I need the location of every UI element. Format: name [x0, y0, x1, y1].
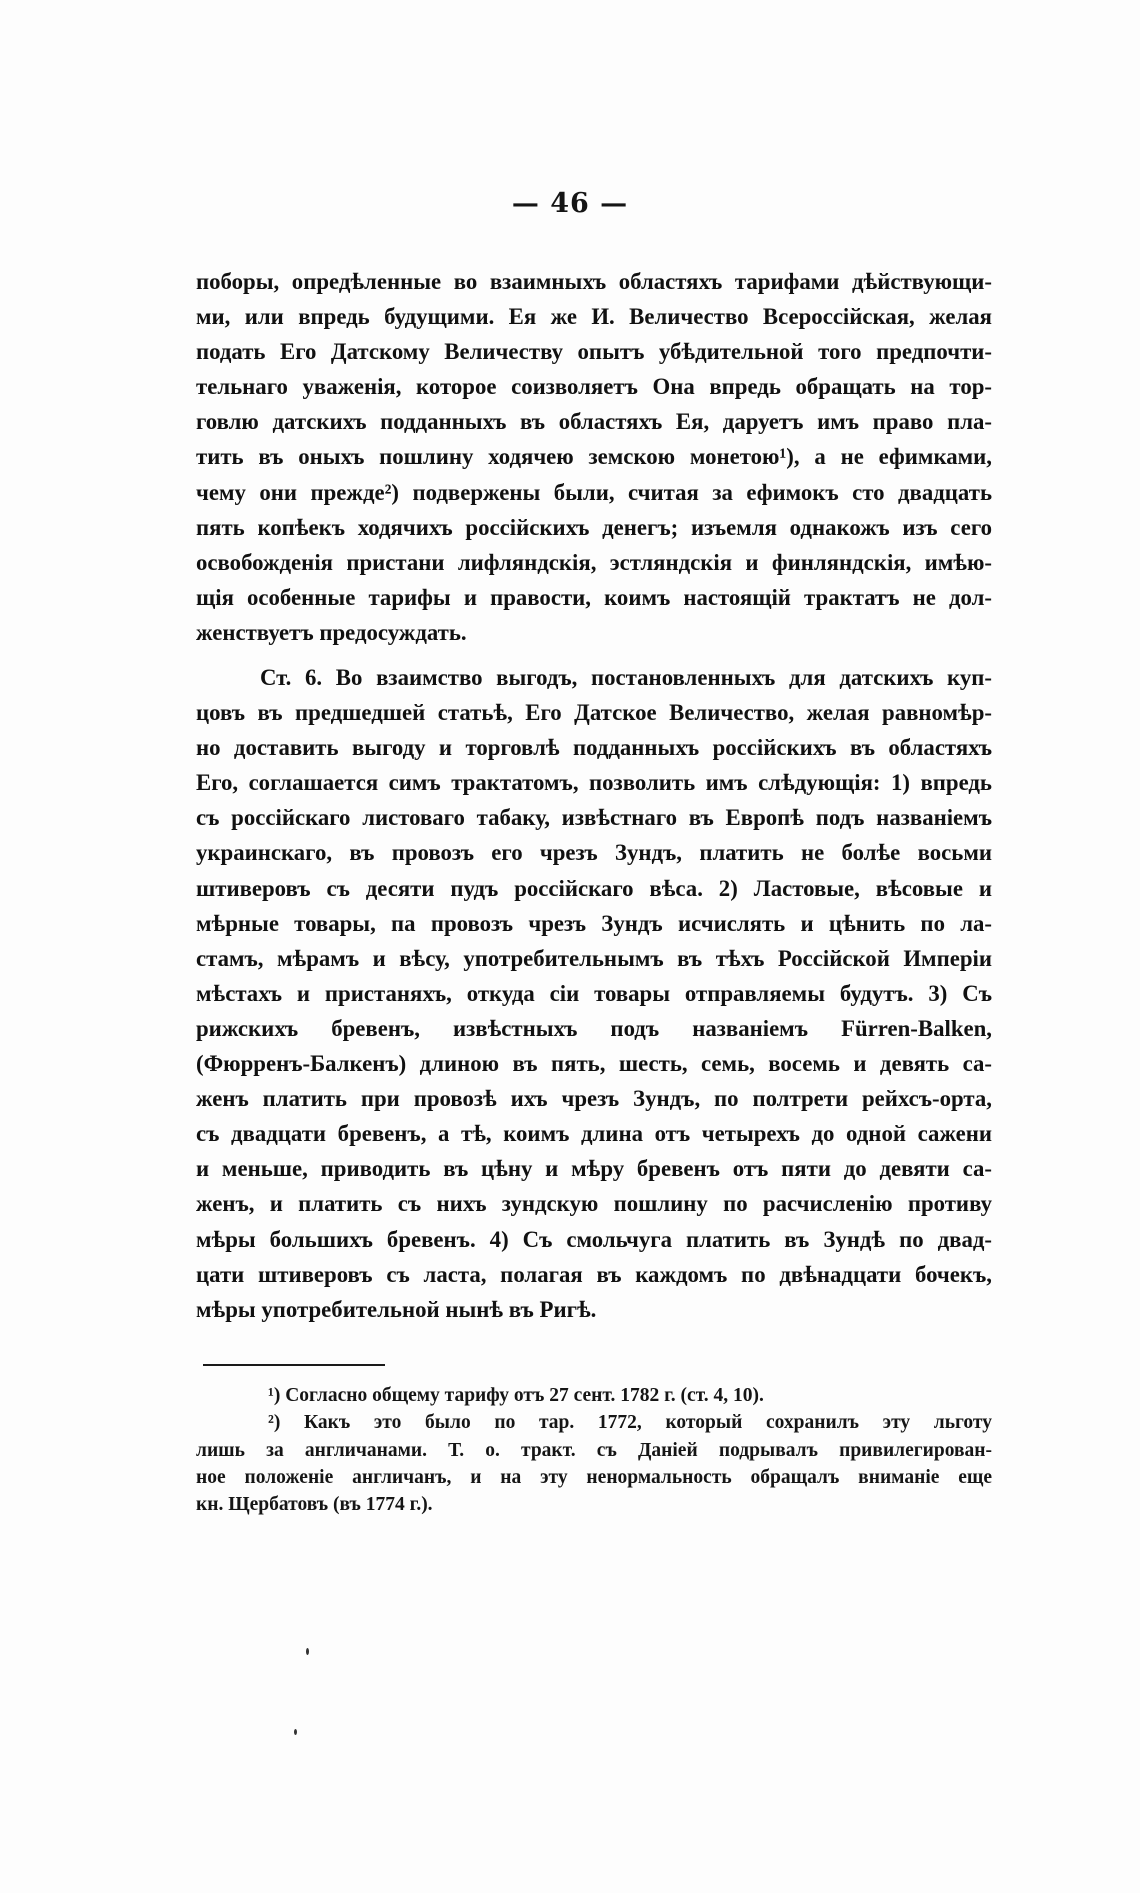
text-line: (Фюрренъ-Балкенъ) длиною въ пять, шесть, семь, восемь и девять са- — [196, 1051, 992, 1077]
paragraph-2-article-6 — [196, 660, 992, 1327]
text-line: говлю датскихъ подданныхъ въ областяхъ Ея, даруетъ имъ право пла- — [196, 409, 992, 435]
text-line: щія особенные тарифы и правости, коимъ настоящій трактатъ не дол- — [196, 584, 992, 610]
text-line: тить въ оныхъ пошлину ходячею земскою монетою¹), а не ефимками, — [196, 444, 992, 470]
text-line: женъ, и платить съ нихъ зундскую пошлину по расчисленію противу — [196, 1191, 992, 1217]
text-line: рижскихъ бревенъ, извѣстныхъ подъ названіемъ Fürren-Balken, — [196, 1015, 992, 1041]
text-line: подать Его Датскому Величеству опытъ убѣдительной того предпочти- — [196, 339, 992, 365]
text-line: пять копѣекъ ходячихъ россійскихъ денегъ; изъемля однакожъ изъ сего — [196, 514, 992, 540]
footnote-2-line: ное положеніе англичанъ, и на эту ненормальность обращалъ вниманіе еще — [196, 1466, 992, 1488]
text-line: штиверовъ съ десяти пудъ россійскаго вѣса. 2) Ластовые, вѣсовые и — [196, 875, 992, 901]
text-line: женъ платить при провозѣ ихъ чрезъ Зундъ, по полтрети рейхсъ-орта, — [196, 1086, 992, 1112]
text-line: мѣстахъ и пристаняхъ, откуда сіи товары отправляемы будутъ. 3) Съ — [196, 980, 992, 1006]
footnote-2: ²) Какъ это было по тар. 1772, который сохранилъ эту льготу — [268, 1412, 992, 1434]
text-line: мѣры употребительной нынѣ въ Ригѣ. — [196, 1296, 597, 1322]
text-line: женствуетъ предосуждать. — [196, 619, 467, 645]
footnote-2-line: кн. Щербатовъ (въ 1774 г.). — [196, 1494, 433, 1516]
text-line: цати штиверовъ съ ласта, полагая въ каждомъ по двѣнадцати бочекъ, — [196, 1261, 992, 1287]
text-line: Его, соглашается симъ трактатомъ, позволить имъ слѣдующія: 1) впредь — [196, 770, 992, 796]
text-line: стамъ, мѣрамъ и вѣсу, употребительнымъ въ тѣхъ Россійской Имперіи — [196, 945, 992, 971]
scan-speck — [306, 1648, 309, 1655]
text-line: чему они прежде²) подвержены были, считая за ефимокъ сто двадцать — [196, 479, 992, 505]
text-line: но доставить выгоду и торговлѣ подданныхъ россійскихъ въ областяхъ — [196, 735, 992, 761]
text-line: украинскаго, въ провозъ его чрезъ Зундъ, платить не болѣе восьми — [196, 840, 992, 866]
footnote-separator — [203, 1364, 385, 1366]
page-number: — 46 — — [511, 188, 629, 219]
text-line: поборы, опредѣленные во взаимныхъ областяхъ тарифами дѣйствующи- — [196, 269, 992, 294]
scan-speck — [294, 1729, 297, 1735]
text-line: Ст. 6. Во взаимство выгодъ, постановленныхъ для датскихъ куп- — [260, 665, 992, 690]
text-line: тельнаго уваженія, которое соизволяетъ Она впредь обращать на тор- — [196, 374, 992, 400]
text-line: цовъ въ предшедшей статьѣ, Его Датское Величество, желая равномѣр- — [196, 700, 992, 726]
text-line: мѣры большихъ бревенъ. 4) Съ смольчуга платить въ Зундѣ по двад- — [196, 1226, 992, 1252]
paragraph-1 — [196, 264, 992, 650]
text-line: съ россійскаго листоваго табаку, извѣстнаго въ Европѣ подъ названіемъ — [196, 805, 992, 831]
footnote-1: ¹) Согласно общему тарифу отъ 27 сент. 1782 г. (ст. 4, 10). — [268, 1385, 764, 1406]
footnotes — [196, 1382, 992, 1518]
text-line: мѣрные товары, па провозъ чрезъ Зундъ исчислять и цѣнить по ла- — [196, 910, 992, 936]
text-line: освобожденія пристани лифляндскія, эстляндскія и финляндскія, имѣю- — [196, 549, 992, 575]
text-line: съ двадцати бревенъ, а тѣ, коимъ длина отъ четырехъ до одной сажени — [196, 1121, 992, 1147]
footnote-2-line: лишь за англичанами. Т. о. тракт. съ Даніей подрывалъ привилегирован- — [196, 1439, 992, 1461]
text-line: ми, или впредь будущими. Ея же И. Величество Всероссійская, желая — [196, 304, 992, 330]
text-line: и меньше, приводить въ цѣну и мѣру бревенъ отъ пяти до девяти са- — [196, 1156, 992, 1182]
